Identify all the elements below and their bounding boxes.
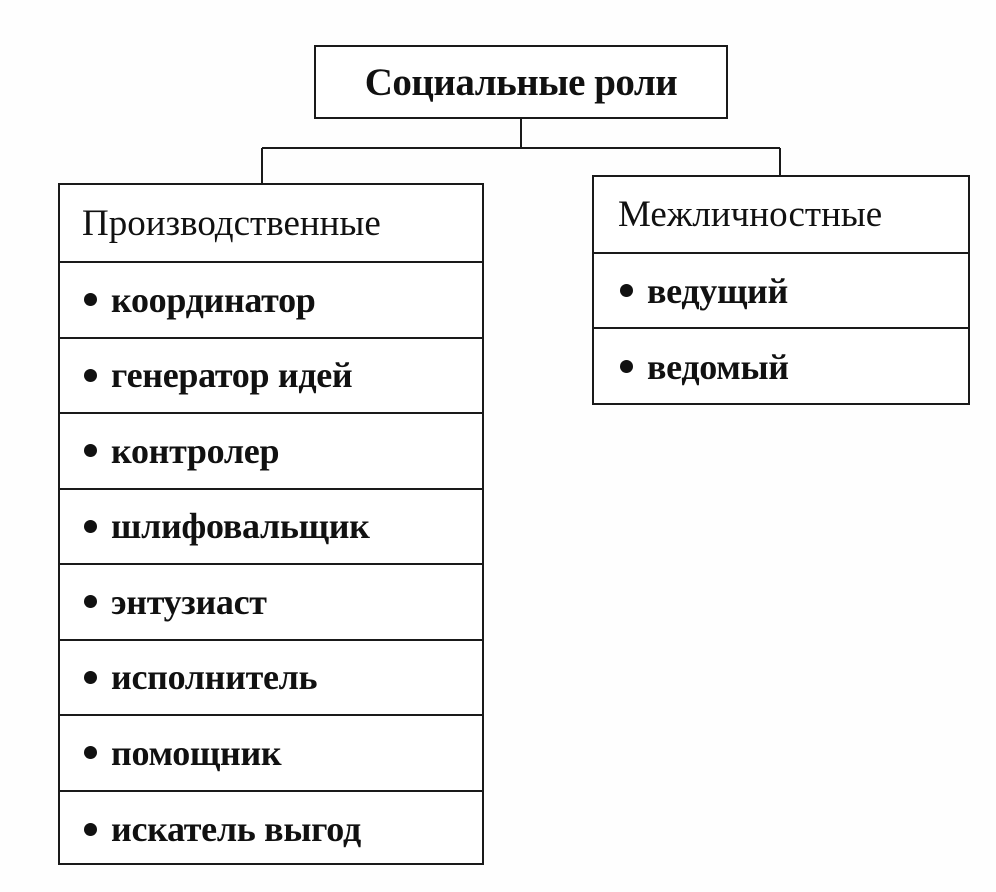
item-label: генератор идей (111, 355, 353, 396)
bullet-icon (84, 444, 97, 457)
root-node (314, 45, 728, 119)
item-label: исполнитель (111, 657, 318, 698)
list-item (594, 329, 968, 404)
bullet-icon (84, 520, 97, 533)
list-item (594, 254, 968, 329)
list-item (60, 565, 482, 641)
item-label: контролер (111, 430, 280, 471)
bullet-icon (84, 369, 97, 382)
root-label: Социальные роли (364, 60, 678, 104)
list-item (60, 641, 482, 717)
branch-header-production (60, 185, 482, 263)
branch-interpersonal (592, 175, 970, 405)
list-item (60, 339, 482, 415)
bullet-icon (620, 284, 633, 297)
item-label: координатор (111, 279, 316, 320)
list-item (60, 490, 482, 566)
branch-title: Производственные (82, 202, 381, 244)
bullet-icon (620, 360, 633, 373)
bullet-icon (84, 293, 97, 306)
bullet-icon (84, 823, 97, 836)
item-label: энтузиаст (111, 581, 267, 622)
list-item (60, 716, 482, 792)
item-label: ведомый (647, 346, 789, 387)
branch-title: Межличностные (618, 194, 883, 235)
item-label: искатель выгод (111, 809, 361, 850)
item-label: шлифовальщик (111, 506, 370, 547)
bullet-icon (84, 746, 97, 759)
branch-header-interpersonal (594, 177, 968, 254)
item-label: помощник (111, 732, 282, 773)
item-label: ведущий (647, 270, 788, 311)
bullet-icon (84, 595, 97, 608)
list-item (60, 414, 482, 490)
bullet-icon (84, 671, 97, 684)
list-item (60, 792, 482, 868)
list-item (60, 263, 482, 339)
branch-production (58, 183, 484, 865)
